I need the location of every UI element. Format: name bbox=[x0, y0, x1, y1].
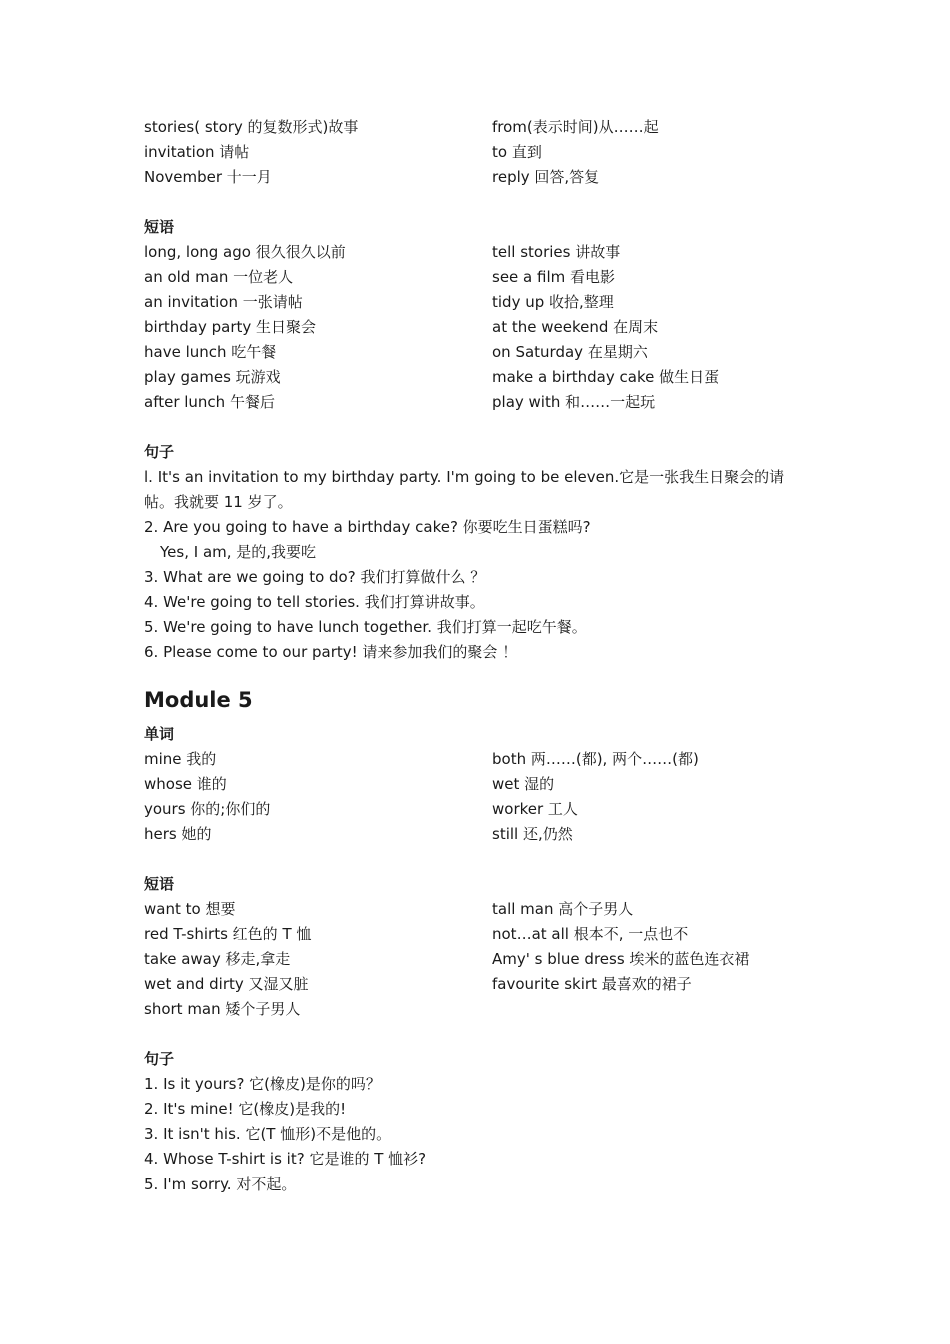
phrase-item: at the weekend 在周末 bbox=[492, 318, 659, 336]
word-item: still 还,仍然 bbox=[492, 825, 573, 843]
phrases-heading: 短语 bbox=[144, 218, 175, 236]
word-list-a-right bbox=[492, 115, 792, 190]
word-item: to 直到 bbox=[492, 143, 542, 161]
phrase-item: after lunch 午餐后 bbox=[144, 393, 275, 411]
phrase-list-a-left bbox=[144, 240, 492, 415]
sentence-item: 6. Please come to our party! 请来参加我们的聚会 ！ bbox=[144, 643, 518, 661]
word-item: November 十一月 bbox=[144, 168, 272, 186]
word-item: invitation 请帖 bbox=[144, 143, 250, 161]
phrase-item: wet and dirty 又湿又脏 bbox=[144, 975, 309, 993]
spacer bbox=[144, 190, 794, 215]
words-heading: 单词 bbox=[144, 725, 175, 743]
word-list-m5 bbox=[144, 747, 794, 847]
word-item: hers 她的 bbox=[144, 825, 212, 843]
sentence-item: 2. It's mine! 它(橡皮)是我的! bbox=[144, 1100, 347, 1118]
sentence-item: 1. Is it yours? 它(橡皮)是你的吗？ bbox=[144, 1075, 381, 1093]
phrase-list-m5 bbox=[144, 897, 794, 1022]
phrase-item: tell stories 讲故事 bbox=[492, 243, 621, 261]
spacer bbox=[144, 1022, 794, 1047]
phrase-item: have lunch 吃午餐 bbox=[144, 343, 277, 361]
phrase-item: see a film 看电影 bbox=[492, 268, 615, 286]
document-page bbox=[144, 115, 794, 1197]
phrases-heading: 短语 bbox=[144, 875, 175, 893]
spacer bbox=[144, 415, 794, 440]
word-item: reply 回答,答复 bbox=[492, 168, 600, 186]
word-list-a bbox=[144, 115, 794, 190]
word-item: wet 湿的 bbox=[492, 775, 555, 793]
phrase-item: play with 和……一起玩 bbox=[492, 393, 656, 411]
phrase-item: play games 玩游戏 bbox=[144, 368, 281, 386]
sentence-item: 3. What are we going to do? 我们打算做什么 ？ bbox=[144, 568, 486, 586]
phrase-item: long, long ago 很久很久以前 bbox=[144, 243, 346, 261]
word-list-m5-right bbox=[492, 747, 792, 847]
word-list-a-left bbox=[144, 115, 492, 190]
phrase-list-m5-left bbox=[144, 897, 492, 1022]
word-item: worker 工人 bbox=[492, 800, 578, 818]
sentence-list-m5 bbox=[144, 1072, 794, 1197]
word-item: stories( story 的复数形式)故事 bbox=[144, 118, 359, 136]
phrase-item: tidy up 收拾,整理 bbox=[492, 293, 614, 311]
sentence-item: 4. Whose T-shirt is it? 它是谁的 T 恤衫? bbox=[144, 1150, 427, 1168]
phrase-item: birthday party 生日聚会 bbox=[144, 318, 317, 336]
sentence-item: Yes, I am, 是的,我要吃 bbox=[160, 543, 317, 561]
word-item: from(表示时间)从……起 bbox=[492, 118, 659, 136]
sentence-item: 5. I'm sorry. 对不起。 bbox=[144, 1175, 297, 1193]
phrase-list-m5-right bbox=[492, 897, 792, 1022]
phrase-list-a bbox=[144, 240, 794, 415]
phrase-item: short man 矮个子男人 bbox=[144, 1000, 301, 1018]
sentences-heading: 句子 bbox=[144, 443, 175, 461]
phrase-item: Amy' s blue dress 埃米的蓝色连衣裙 bbox=[492, 950, 750, 968]
phrase-item: an invitation 一张请帖 bbox=[144, 293, 303, 311]
phrase-item: favourite skirt 最喜欢的裙子 bbox=[492, 975, 692, 993]
sentence-item: 4. We're going to tell stories. 我们打算讲故事。 bbox=[144, 593, 485, 611]
sentence-list-a bbox=[144, 465, 794, 665]
sentence-item: 2. Are you going to have a birthday cake? 你要吃生日蛋糕吗? bbox=[144, 518, 591, 536]
phrase-item: red T-shirts 红色的 T 恤 bbox=[144, 925, 312, 943]
phrase-item: not…at all 根本不, 一点也不 bbox=[492, 925, 689, 943]
word-list-m5-left bbox=[144, 747, 492, 847]
word-item: both 两……(都), 两个……(都) bbox=[492, 750, 699, 768]
sentence-item: 3. It isn't his. 它(T 恤形)不是他的。 bbox=[144, 1125, 392, 1143]
sentence-item: 5. We're going to have lunch together. 我们打算一起吃午餐。 bbox=[144, 618, 587, 636]
spacer bbox=[144, 847, 794, 872]
sentence-item: l. It's an invitation to my birthday party. I'm going to be eleven.它是一张我生日聚会的请帖。我就要 11 岁了。 bbox=[144, 468, 785, 511]
phrase-list-a-right bbox=[492, 240, 792, 415]
word-item: yours 你的;你们的 bbox=[144, 800, 271, 818]
phrase-item: make a birthday cake 做生日蛋 bbox=[492, 368, 720, 386]
phrase-item: want to 想要 bbox=[144, 900, 236, 918]
sentences-heading: 句子 bbox=[144, 1050, 175, 1068]
word-item: mine 我的 bbox=[144, 750, 217, 768]
word-item: whose 谁的 bbox=[144, 775, 227, 793]
phrase-item: take away 移走,拿走 bbox=[144, 950, 291, 968]
phrase-item: on Saturday 在星期六 bbox=[492, 343, 648, 361]
phrase-item: an old man 一位老人 bbox=[144, 268, 294, 286]
phrase-item: tall man 高个子男人 bbox=[492, 900, 634, 918]
module-title: Module 5 bbox=[144, 688, 253, 712]
